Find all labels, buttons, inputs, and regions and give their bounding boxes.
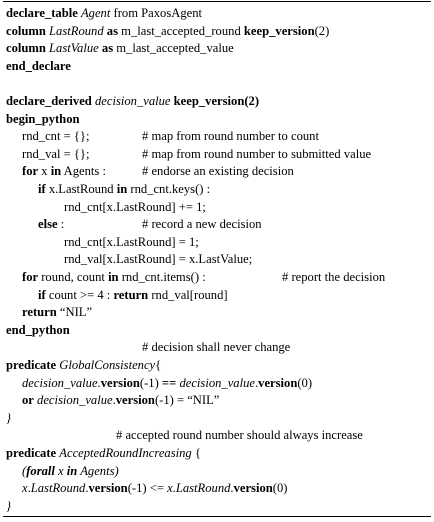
code-identifier: LastRound [49, 23, 104, 38]
code-identifier: x [22, 481, 28, 496]
code-text: rnd_cnt.keys() : [127, 182, 211, 196]
code-identifier: LastRound [30, 481, 86, 496]
code-identifier: x [54, 463, 67, 478]
code-text: m_last_accepted_round [118, 23, 244, 38]
code-text: x [38, 164, 51, 179]
code-identifier: x [167, 481, 173, 496]
code-text: m_last_accepted_value [113, 41, 234, 56]
code-keyword: for [22, 270, 39, 284]
code-keyword: forall [26, 463, 55, 478]
code-keyword: or [22, 393, 34, 408]
code-line [22, 269, 206, 286]
code-keyword: declare_derived [6, 94, 92, 108]
code-keyword: in [108, 270, 119, 284]
code-comment: # decision shall never change [142, 340, 291, 355]
code-text: rnd_val = {}; [22, 146, 90, 161]
code-text: x.LastRound [45, 182, 117, 196]
code-text: “NIL” [56, 305, 93, 320]
code-keyword: column [6, 23, 46, 38]
code-keyword: in [66, 463, 78, 478]
code-line [22, 392, 219, 409]
code-keyword: keep_version [243, 23, 315, 38]
code-line [6, 410, 11, 427]
code-line [6, 357, 161, 374]
code-keyword: else [38, 217, 58, 232]
code-text: Agents : [61, 164, 106, 179]
code-keyword: version [88, 481, 128, 496]
code-text: rnd_cnt = {}; [22, 129, 90, 144]
code-comment: # map from round number to submitted value [142, 146, 372, 161]
code-keyword: version [233, 481, 273, 496]
code-identifier: LastValue [49, 41, 99, 56]
code-text: . [27, 481, 31, 496]
code-line [38, 181, 210, 198]
code-text: . [85, 481, 89, 496]
code-text: rnd_val[x.LastRound] = x.LastValue; [64, 252, 253, 267]
code-line [22, 463, 119, 480]
code-text: (-1) [139, 375, 162, 390]
code-text: : [57, 217, 65, 232]
code-keyword: keep_version(2) [173, 94, 260, 108]
code-line [6, 498, 11, 515]
code-line [6, 5, 202, 22]
code-line [22, 480, 287, 497]
code-keyword: declare_table [6, 6, 78, 20]
code-line [64, 199, 206, 216]
code-comment: # report the decision [282, 270, 386, 284]
code-text: (0) [297, 375, 313, 390]
code-text: rnd_val[round] [148, 287, 228, 302]
code-identifier: Agents) [77, 463, 119, 478]
code-identifier: AcceptedRoundIncreasing [59, 446, 192, 460]
code-text: . [97, 375, 101, 390]
code-identifier: decision_value [179, 375, 255, 390]
code-line [6, 322, 70, 339]
code-keyword: predicate [6, 446, 57, 460]
code-text: { [155, 358, 162, 372]
code-keyword: version [258, 375, 298, 390]
bottom-rule [3, 516, 431, 517]
code-identifier: Agent [80, 6, 111, 20]
code-keyword: return [22, 305, 57, 320]
code-text: round, count [38, 270, 109, 284]
code-text: (0) [272, 481, 288, 496]
code-keyword: as [106, 23, 118, 38]
code-line [22, 304, 92, 321]
code-line [22, 375, 312, 392]
code-comment: # map from round number to count [142, 129, 319, 144]
code-line [6, 23, 329, 40]
code-text: rnd_cnt.items() : [118, 270, 206, 284]
code-identifier: decision_value [22, 375, 98, 390]
code-line [6, 58, 71, 75]
code-keyword: end_python [6, 322, 70, 337]
code-keyword: predicate [6, 358, 57, 372]
code-text: (-1) <= [127, 481, 168, 496]
code-text: . [254, 375, 259, 390]
code-keyword: if [38, 287, 46, 302]
code-keyword: column [6, 41, 46, 56]
code-line [64, 234, 199, 251]
code-text: count >= 4 : [45, 287, 114, 302]
code-text: { [191, 446, 201, 460]
code-line [22, 146, 89, 163]
code-keyword: return [113, 287, 149, 302]
code-identifier: decision_value [37, 393, 113, 408]
code-comment: # accepted round number should always increase [116, 428, 363, 443]
code-line [22, 128, 89, 145]
code-keyword: in [50, 164, 62, 179]
code-keyword: as [101, 41, 114, 56]
code-keyword: in [116, 182, 128, 196]
code-text: . [112, 393, 116, 408]
code-identifier: decision_value [94, 94, 171, 108]
code-keyword: end_declare [6, 58, 71, 73]
code-text: . [230, 481, 234, 496]
code-comment: # record a new decision [142, 217, 262, 232]
code-line [6, 111, 80, 128]
top-rule [3, 1, 431, 2]
code-keyword: == [161, 375, 177, 390]
code-line [6, 40, 234, 57]
code-line [22, 163, 106, 180]
code-text: rnd_cnt[x.LastRound] += 1; [64, 199, 206, 214]
code-line [6, 445, 201, 462]
code-identifier: LastRound [175, 481, 231, 496]
code-text: (2) [314, 23, 330, 38]
code-identifier: } [6, 410, 12, 425]
code-text: (-1) = “NIL” [154, 393, 220, 408]
code-keyword: begin_python [6, 111, 80, 126]
code-keyword: version [115, 393, 155, 408]
code-keyword: version [100, 375, 140, 390]
code-line [64, 251, 252, 268]
code-line [38, 287, 228, 304]
code-line [38, 216, 64, 233]
code-keyword: for [22, 164, 39, 179]
code-identifier: ( [22, 463, 27, 478]
code-identifier: } [6, 498, 12, 513]
code-text: from PaxosAgent [110, 6, 203, 20]
code-keyword: if [38, 182, 46, 196]
code-identifier: GlobalConsistency [59, 358, 156, 372]
code-text: . [172, 481, 176, 496]
code-comment: # endorse an existing decision [142, 164, 294, 179]
code-text: rnd_cnt[x.LastRound] = 1; [64, 234, 199, 249]
code-line [6, 93, 259, 110]
